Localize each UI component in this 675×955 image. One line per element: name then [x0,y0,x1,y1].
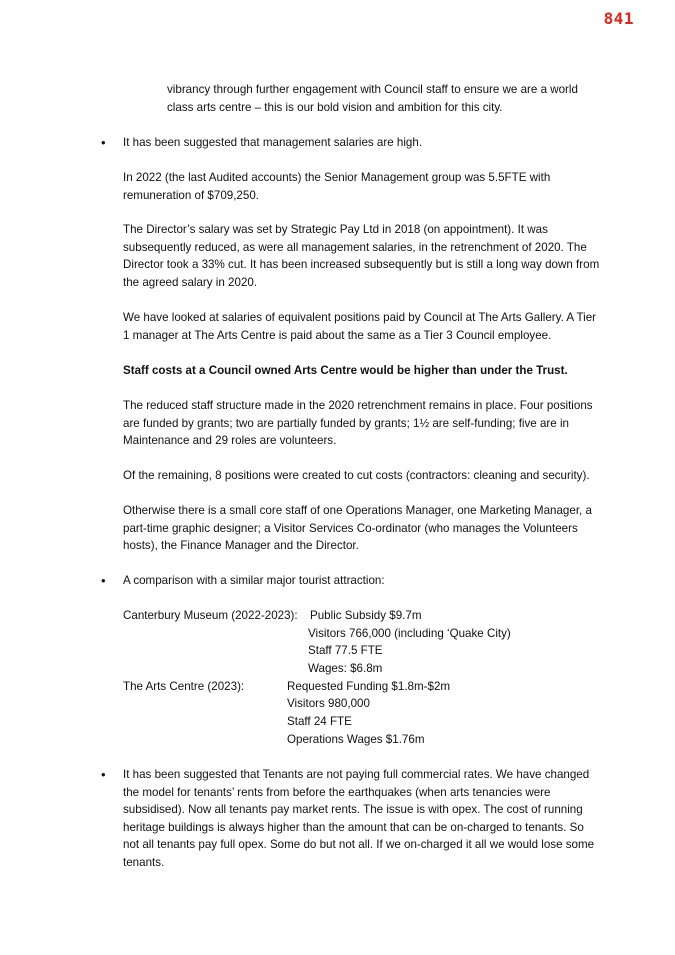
paragraph-core-staff: Otherwise there is a small core staff of one Operations Manager, one Marketing Manager, a part-time graphic designer; a Visitor Services Co-ordinator (who manages the Volunteers hosts), the Finance Manager and the Director. [123,504,592,553]
paragraph-director-salary: The Director’s salary was set by Strategic Pay Ltd in 2018 (on appointment). It was subsequently reduced, as were all management salaries, in the retrenchment of 2020. The Director took a 33% cut. It has been increased subsequently but is still a long way down from the agreed salary in 2020. [123,223,600,289]
bullet-tenants: It has been suggested that Tenants are not paying full commercial rates. We have changed the model for tenants’ rents from before the earthquakes (when arts tenancies were subsidised). Now all tenants pay market rents. The issue is with opex. The cost of running heritage buildings is always higher than the amount that can be on-charged to tenants. So not all tenants pay full opex. Some do but not all. If we on-charged it all we would lose some tenants. [123,768,595,869]
bullet-dot: • [101,767,106,782]
bullet-dot: • [101,135,106,150]
arts-centre-line: Operations Wages $1.76m [287,733,425,746]
museum-label: Canterbury Museum (2022-2023): [123,609,298,622]
museum-line: Wages: $6.8m [308,662,383,675]
heading-staff-costs: Staff costs at a Council owned Arts Centre would be higher than under the Trust. [123,364,568,377]
museum-line: Staff 77.5 FTE [308,644,383,657]
bullet-comparison: A comparison with a similar major tourist attraction: [123,574,385,587]
arts-centre-line: Staff 24 FTE [287,715,352,728]
intro-continuation: vibrancy through further engagement with Council staff to ensure we are a world class arts centre – this is our bold vision and ambition for this city. [167,83,578,114]
paragraph-remaining-positions: Of the remaining, 8 positions were created to cut costs (contractors: cleaning and security). [123,469,590,482]
paragraph-senior-management: In 2022 (the last Audited accounts) the Senior Management group was 5.5FTE with remuneration of $709,250. [123,171,551,202]
museum-line: Visitors 766,000 (including ‘Quake City) [308,627,511,640]
arts-centre-label: The Arts Centre (2023): [123,680,245,693]
museum-line: Public Subsidy $9.7m [310,609,422,622]
paragraph-equivalent-positions: We have looked at salaries of equivalent positions paid by Council at The Arts Gallery. A Tier 1 manager at The Arts Centre is paid about the same as a Tier 3 Council employee. [123,311,597,342]
bullet-dot: • [101,573,106,588]
bullet-salaries: It has been suggested that management salaries are high. [123,136,423,149]
paragraph-staff-structure: The reduced staff structure made in the 2020 retrenchment remains in place. Four positions are funded by grants; two are partially funded by grants; 1½ are self-funding; five are in Maintenance and 29 roles are volunteers. [123,399,593,448]
page-number: 841 [603,9,634,28]
arts-centre-line: Requested Funding $1.8m-$2m [287,680,451,693]
arts-centre-line: Visitors 980,000 [287,697,370,710]
